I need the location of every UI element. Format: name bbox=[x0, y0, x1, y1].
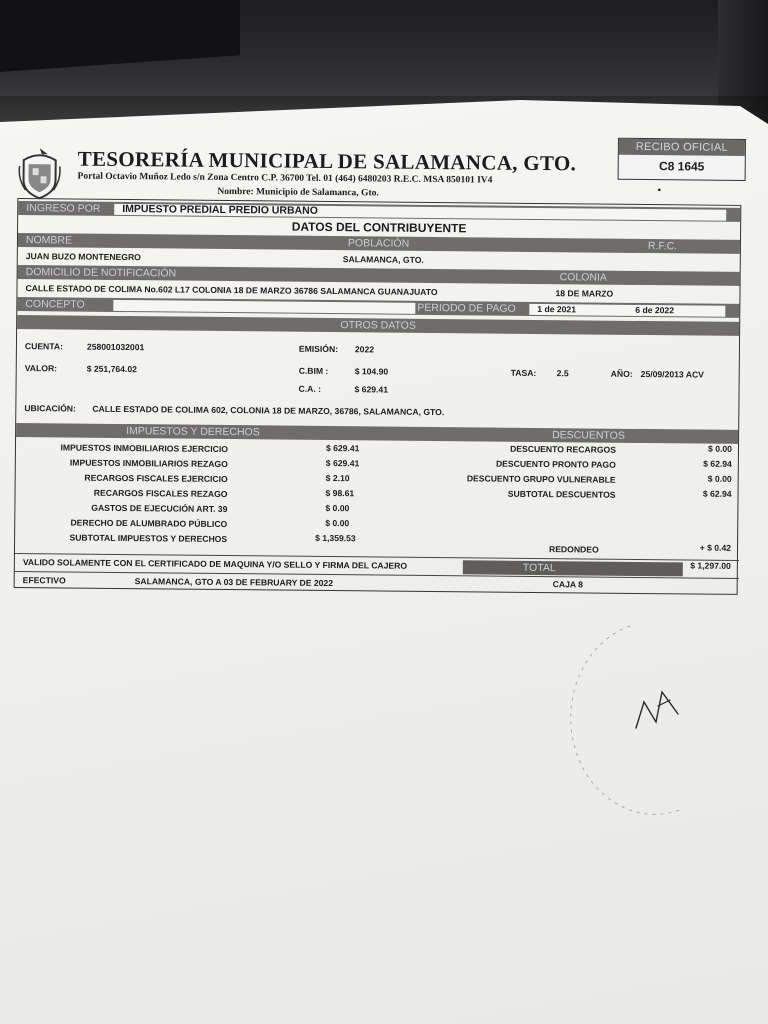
impuesto-row-amount: $ 2.10 bbox=[325, 472, 350, 484]
organization-name-line: Nombre: Municipio de Salamanca, Gto. bbox=[217, 186, 379, 199]
organization-title: TESORERÍA MUNICIPAL DE SALAMANCA, GTO. bbox=[77, 146, 577, 176]
ca-label: C.A. : bbox=[298, 383, 322, 394]
impuesto-row-label: DERECHO DE ALUMBRADO PÚBLICO bbox=[70, 517, 228, 530]
impuesto-row-label: IMPUESTOS INMOBILIARIOS EJERCICIO bbox=[60, 442, 229, 455]
impuesto-row-label: SUBTOTAL IMPUESTOS Y DERECHOS bbox=[69, 532, 228, 545]
cbim-label: C.BIM : bbox=[298, 365, 329, 376]
lugar-fecha: SALAMANCA, GTO A 03 DE FEBRUARY DE 2022 bbox=[134, 576, 334, 589]
impuesto-row-amount: $ 98.61 bbox=[325, 487, 355, 499]
tasa-value: 2.5 bbox=[556, 368, 569, 379]
valor-label: VALOR: bbox=[24, 363, 58, 374]
domicilio-bar bbox=[18, 265, 740, 286]
ano-value: 25/09/2013 ACV bbox=[640, 368, 704, 380]
descuento-row-amount: $ 0.00 bbox=[707, 473, 732, 484]
valor-value: $ 251,764.02 bbox=[86, 363, 137, 375]
impuesto-row-amount: $ 0.00 bbox=[325, 502, 350, 514]
municipal-seal-icon bbox=[17, 146, 62, 200]
concepto-label: CONCEPTO bbox=[25, 298, 85, 311]
descuento-row-label: DESCUENTO PRONTO PAGO bbox=[495, 458, 616, 470]
periodo-fin: 6 de 2022 bbox=[635, 304, 675, 315]
nombre-value: JUAN BUZO MONTENEGRO bbox=[25, 251, 141, 263]
otros-title: OTROS DATOS bbox=[340, 319, 416, 332]
periodo-label: PERIODO DE PAGO bbox=[417, 301, 516, 315]
tasa-label: TASA: bbox=[510, 367, 537, 378]
redondeo-label: REDONDEO bbox=[548, 544, 599, 555]
colonia-value: 18 DE MARZO bbox=[555, 288, 614, 299]
impuesto-row-label: IMPUESTOS INMOBILIARIOS REZAGO bbox=[69, 457, 228, 470]
ingreso-value: IMPUESTO PREDIAL PREDIO URBANO bbox=[114, 203, 726, 220]
impuesto-row-amount: $ 1,359.53 bbox=[315, 532, 356, 544]
colonia-label: COLONIA bbox=[559, 271, 607, 284]
forma-pago: EFECTIVO bbox=[22, 575, 66, 586]
impuestos-descuentos-bar bbox=[16, 423, 738, 444]
impuesto-row-amount: $ 0.00 bbox=[325, 517, 350, 529]
recibo-oficial-label: RECIBO OFICIAL bbox=[619, 139, 745, 156]
total-value: $ 1,297.00 bbox=[690, 560, 731, 571]
contribuyente-title: DATOS DEL CONTRIBUYENTE bbox=[291, 219, 467, 236]
caja: CAJA 8 bbox=[552, 579, 583, 590]
receipt-form bbox=[14, 198, 742, 595]
ca-value: $ 629.41 bbox=[354, 384, 389, 395]
descuento-row-label: SUBTOTAL DESCUENTOS bbox=[507, 488, 616, 500]
domicilio-label: DOMICILIO DE NOTIFICACIÓN bbox=[25, 266, 177, 280]
impuestos-title: IMPUESTOS Y DERECHOS bbox=[126, 425, 260, 439]
concepto-bar bbox=[17, 297, 739, 318]
ano-label: AÑO: bbox=[610, 368, 633, 379]
ingreso-label: INGRESO POR bbox=[26, 202, 101, 215]
organization-address: Portal Octavio Muñoz Ledo s/n Zona Centro C.P. 36700 Tel. 01 (464) 6480203 R.E.C. MSA 850101 IV4 bbox=[77, 171, 493, 186]
nombre-label: NOMBRE bbox=[25, 234, 73, 247]
concepto-value bbox=[113, 299, 415, 313]
cbim-value: $ 104.90 bbox=[354, 366, 389, 377]
poblacion-label: POBLACIÓN bbox=[347, 237, 410, 250]
redondeo-value: + $ 0.42 bbox=[699, 542, 732, 553]
emision-label: EMISIÓN: bbox=[298, 343, 339, 355]
periodo-inicio: 1 de 2021 bbox=[537, 303, 577, 314]
impuesto-row-label: RECARGOS FISCALES REZAGO bbox=[93, 487, 228, 500]
impuesto-row-label: GASTOS DE EJECUCIÓN ART. 39 bbox=[91, 502, 228, 515]
valido-notice: VALIDO SOLAMENTE CON EL CERTIFICADO DE MAQUINA Y/O SELLO Y FIRMA DEL CAJERO bbox=[22, 557, 408, 571]
periodo-values bbox=[529, 303, 725, 316]
descuentos-title: DESCUENTOS bbox=[552, 429, 625, 442]
emision-value: 2022 bbox=[354, 344, 375, 355]
descuento-row-label: DESCUENTO GRUPO VULNERABLE bbox=[466, 473, 616, 485]
descuento-row-amount: $ 62.94 bbox=[703, 458, 732, 469]
descuento-row-amount: $ 62.94 bbox=[702, 488, 732, 499]
recibo-number: C8 1645 bbox=[658, 159, 705, 174]
cuenta-value: 258001032001 bbox=[86, 341, 145, 353]
handwritten-initial-annotation bbox=[560, 620, 720, 820]
cuenta-label: CUENTA: bbox=[24, 341, 64, 352]
ubicacion-label: UBICACIÓN: bbox=[24, 403, 76, 414]
ubicacion-value: CALLE ESTADO DE COLIMA 602, COLONIA 18 DE MARZO, 36786, SALAMANCA, GTO. bbox=[92, 403, 445, 418]
recibo-dot-mark: • bbox=[657, 185, 662, 197]
descuento-row-label: DESCUENTO RECARGOS bbox=[510, 443, 617, 455]
poblacion-value: SALAMANCA, GTO. bbox=[342, 254, 424, 265]
domicilio-value: CALLE ESTADO DE COLIMA No.602 L17 COLONIA 18 DE MARZO 36786 SALAMANCA GUANAJUATO bbox=[25, 283, 438, 298]
impuesto-row-label: RECARGOS FISCALES EJERCICIO bbox=[84, 472, 228, 485]
rfc-label: R.F.C. bbox=[647, 240, 678, 253]
impuesto-row-amount: $ 629.41 bbox=[325, 457, 360, 469]
descuento-row-amount: $ 0.00 bbox=[708, 443, 733, 454]
impuesto-row-amount: $ 629.41 bbox=[325, 442, 360, 454]
otros-bar bbox=[17, 315, 739, 336]
total-label: TOTAL bbox=[522, 561, 556, 575]
recibo-oficial-box bbox=[618, 138, 746, 181]
